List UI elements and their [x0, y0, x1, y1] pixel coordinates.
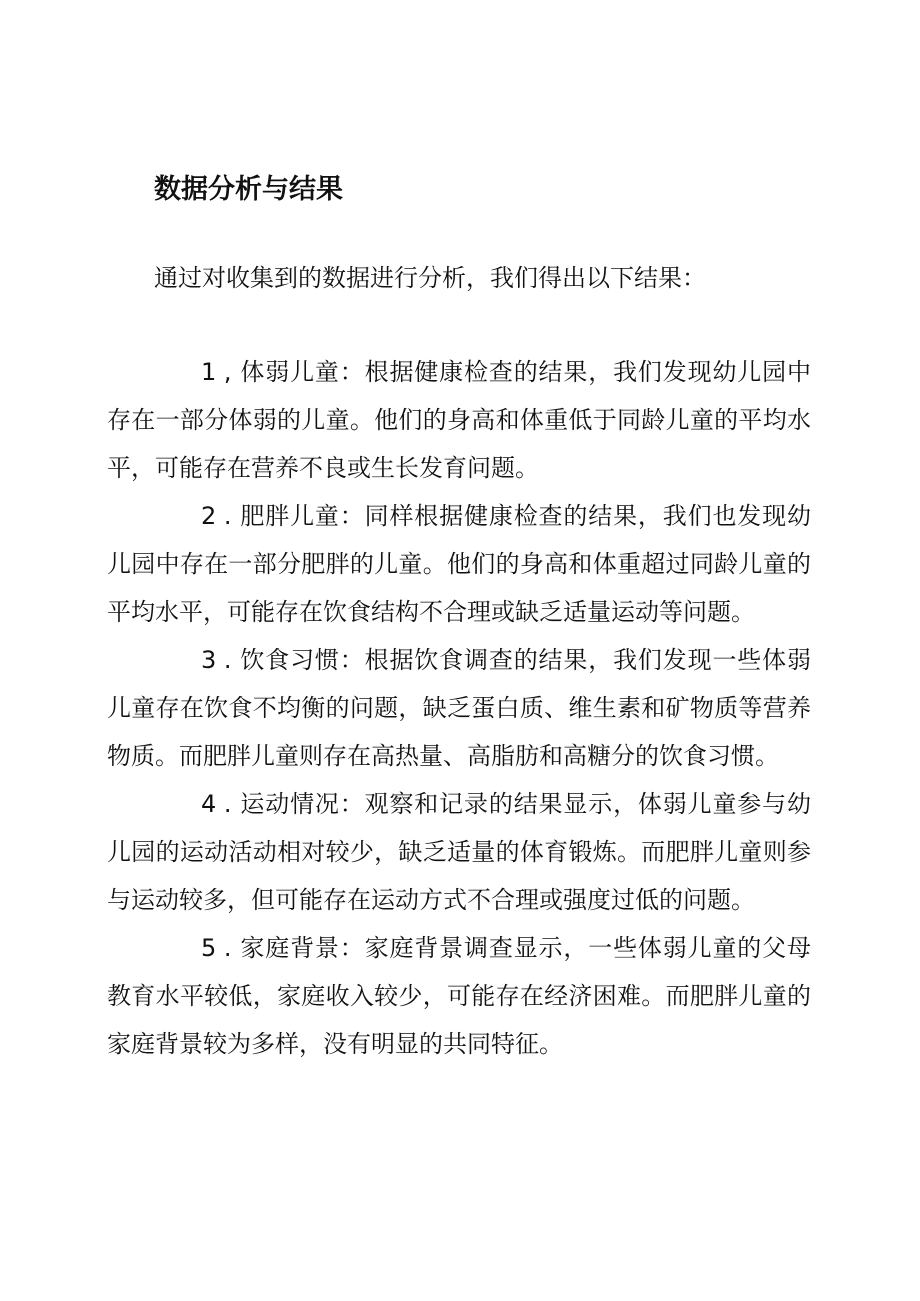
item-text: 家庭背景：家庭背景调查显示，一些体弱儿童的父母教育水平较低，家庭收入较少，可能存在经济困难。而肥胖儿童的家庭背景较为多样，没有明显的共同特征。 — [107, 934, 811, 1058]
result-item-2 — [107, 492, 811, 636]
item-number: 5 . — [201, 934, 232, 962]
intro-paragraph: 通过对收集到的数据进行分析，我们得出以下结果： — [154, 264, 706, 292]
item-text: 体弱儿童：根据健康检查的结果，我们发现幼儿园中存在一部分体弱的儿童。他们的身高和体重低于同龄儿童的平均水平，可能存在营养不良或生长发育问题。 — [107, 358, 811, 482]
item-number: 2 . — [201, 502, 232, 530]
result-item-3 — [107, 636, 811, 780]
item-text: 饮食习惯：根据饮食调查的结果，我们发现一些体弱儿童存在饮食不均衡的问题，缺乏蛋白质、维生素和矿物质等营养物质。而肥胖儿童则存在高热量、高脂肪和高糖分的饮食习惯。 — [107, 646, 811, 770]
results-list — [107, 348, 811, 1068]
item-number: 4 . — [201, 790, 232, 818]
result-item-1 — [107, 348, 811, 492]
item-number: 3 . — [201, 646, 232, 674]
result-item-5 — [107, 924, 811, 1068]
section-heading: 数据分析与结果 — [154, 174, 343, 205]
result-item-4 — [107, 780, 811, 924]
item-text: 肥胖儿童：同样根据健康检查的结果，我们也发现幼儿园中存在一部分肥胖的儿童。他们的身高和体重超过同龄儿童的平均水平，可能存在饮食结构不合理或缺乏适量运动等问题。 — [107, 502, 811, 626]
item-text: 运动情况：观察和记录的结果显示，体弱儿童参与幼儿园的运动活动相对较少，缺乏适量的体育锻炼。而肥胖儿童则参与运动较多，但可能存在运动方式不合理或强度过低的问题。 — [107, 790, 811, 914]
item-number: 1 , — [201, 358, 232, 386]
